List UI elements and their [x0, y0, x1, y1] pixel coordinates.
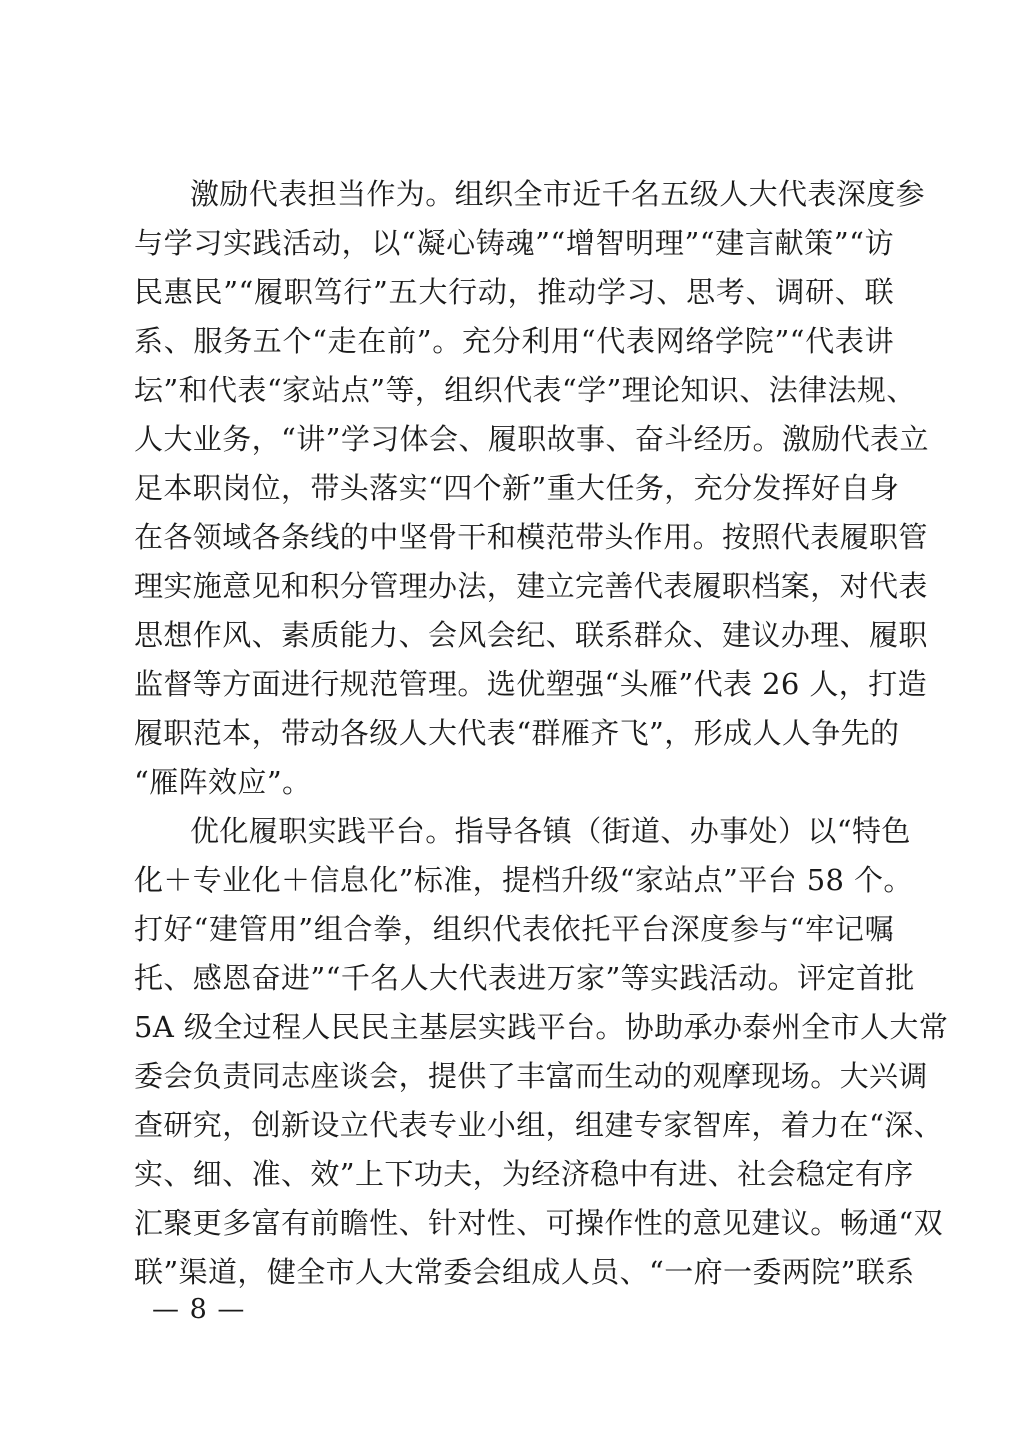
paragraph-2-line: 打好“建管用”组合拳，组织代表依托平台深度参与“牢记嘱 [134, 912, 894, 946]
paragraph-2-lead-heading: 优化履职实践平台。 [190, 814, 455, 848]
paragraph-2-line: 实、细、准、效”上下功夫，为经济稳中有进、社会稳定有序 [134, 1157, 914, 1191]
body-text [134, 170, 949, 1297]
paragraph-2-line: 托、感恩奋进”“千名人大代表进万家”等实践活动。评定首批 [134, 961, 915, 995]
paragraph-1-last-line: “雁阵效应”。 [134, 765, 312, 799]
paragraph-1-line: 与学习实践活动，以“凝心铸魂”“增智明理”“建言献策”“访 [134, 226, 894, 260]
paragraph-1-line: 民惠民”“履职笃行”五大行动，推动学习、思考、调研、联 [134, 275, 894, 309]
paragraph-1-line: 理实施意见和积分管理办法，建立完善代表履职档案，对代表 [134, 569, 928, 603]
paragraph-2-first-line-text: 指导各镇（街道、办事处）以“特色 [454, 814, 911, 848]
paragraph-1-first-line [134, 170, 926, 219]
paragraph-1-line: 坛”和代表“家站点”等，组织代表“学”理论知识、法律法规、 [134, 373, 916, 407]
paragraph-1-line: 履职范本，带动各级人大代表“群雁齐飞”，形成人人争先的 [134, 716, 900, 750]
paragraph-2-line: 5A 级全过程人民民主基层实践平台。协助承办泰州全市人大常 [134, 1010, 949, 1044]
paragraph-2-line: 化＋专业化＋信息化”标准，提档升级“家站点”平台 58 个。 [134, 863, 913, 897]
paragraph-1-line: 人大业务，“讲”学习体会、履职故事、奋斗经历。激励代表立 [134, 422, 929, 456]
paragraph-1-line: 思想作风、素质能力、会风会纪、联系群众、建议办理、履职 [134, 618, 928, 652]
paragraph-1-lead-heading: 激励代表担当作为。 [190, 177, 455, 211]
paragraph-1-line: 系、服务五个“走在前”。充分利用“代表网络学院”“代表讲 [134, 324, 894, 358]
paragraph-1-line: 在各领域各条线的中坚骨干和模范带头作用。按照代表履职管 [134, 520, 928, 554]
paragraph-2-line: 委会负责同志座谈会，提供了丰富而生动的观摩现场。大兴调 [134, 1059, 928, 1093]
paragraph-1-first-line-text: 组织全市近千名五级人大代表深度参 [454, 177, 926, 211]
paragraph-2-line: 查研究，创新设立代表专业小组，组建专家智库，着力在“深、 [134, 1108, 944, 1142]
paragraph-2-first-line [134, 807, 911, 856]
paragraph-2-line: 联”渠道，健全市人大常委会组成人员、“一府一委两院”联系 [134, 1255, 915, 1289]
page-number: — 8 — [152, 1294, 246, 1325]
paragraph-1-line: 足本职岗位，带头落实“四个新”重大任务，充分发挥好自身 [134, 471, 900, 505]
paragraph-2-line: 汇聚更多富有前瞻性、针对性、可操作性的意见建议。畅通“双 [134, 1206, 944, 1240]
paragraph-1-line: 监督等方面进行规范管理。选优塑强“头雁”代表 26 人，打造 [134, 667, 927, 701]
